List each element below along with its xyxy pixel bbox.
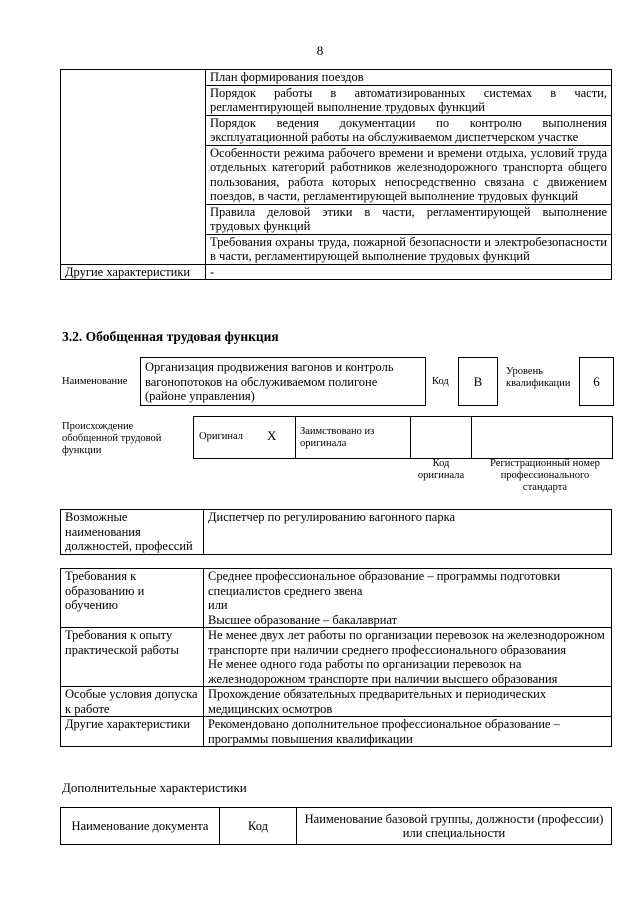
req-line: Высшее образование – бакалавриат: [208, 612, 398, 627]
positions-label: Возможные наименования должностей, профессий: [61, 510, 204, 555]
divider: [471, 416, 472, 458]
additional-title: Дополнительные характеристики: [62, 780, 247, 795]
req-label: Требования к опыту практической работы: [61, 628, 204, 687]
code-header: Код: [220, 808, 297, 845]
req-line: Прохождение обязательных предварительных и периодических медицинских осмотров: [208, 687, 547, 716]
page-number: 8: [316, 43, 324, 58]
req-line: Среднее профессиональное образование – программы подготовки специалистов среднего звена: [208, 569, 561, 598]
other-characteristics-label: Другие характеристики: [61, 264, 206, 280]
level-label: Уровень квалификации: [506, 366, 571, 389]
req-line: Не менее одного года работы по организации перевозок на железнодорожном транспорте при наличии высшего образования: [208, 657, 558, 686]
req-label: Требования к образованию и обучению: [61, 569, 204, 628]
code-original-caption: Код оригинала: [417, 458, 465, 481]
borrowed-label: Заимствовано из оригинала: [300, 426, 375, 449]
function-name: Организация продвижения вагонов и контроль вагонопотоков на обслуживаемом полигоне (районе управления): [145, 360, 394, 403]
origin-box: [193, 416, 613, 459]
requirements-table: [60, 568, 612, 747]
divider: [410, 416, 411, 458]
origin-label: Происхождение обобщенной трудовой функции: [62, 421, 162, 456]
knowledge-row: Особенности режима рабочего времени и времени отдыха, условий труда отдельных категорий работников железнодорожного транспорта общего пользования, работа которых непосредственно связана с движением поездов, в части, регламентирующей выполнение трудовых функций: [206, 145, 612, 204]
knowledge-row: Правила деловой этики в части, регламентирующей выполнение трудовых функций: [206, 204, 612, 234]
group-header: Наименование базовой группы, должности (профессии) или специальности: [297, 808, 612, 845]
other-characteristics-value: -: [206, 264, 612, 280]
doc-header: Наименование документа: [61, 808, 220, 845]
name-label: Наименование: [62, 376, 128, 387]
knowledge-row: Порядок ведения документации по контролю выполнения эксплуатационной работы на обслуживаемом диспетчерском участке: [206, 115, 612, 145]
knowledge-row: Порядок работы в автоматизированных системах в части, регламентирующей выполнение трудовых функций: [206, 85, 612, 115]
empty-label-cell: [61, 70, 206, 265]
additional-table: [60, 807, 612, 845]
knowledge-row: План формирования поездов: [206, 70, 612, 86]
code-label: Код: [432, 376, 449, 387]
req-label: Особые условия допуска к работе: [61, 687, 204, 717]
original-label: Оригинал: [199, 431, 243, 442]
req-line: или: [208, 598, 228, 612]
req-line: Не менее двух лет работы по организации перевозок на железнодорожном транспорте при наличии среднего профессионального образования: [208, 628, 605, 657]
code-value: B: [458, 357, 498, 406]
knowledge-table: [60, 69, 612, 280]
divider: [295, 416, 296, 458]
positions-value: Диспетчер по регулированию вагонного парка: [204, 510, 612, 555]
reg-number-caption: Регистрационный номер профессионального стандарта: [490, 458, 600, 493]
original-mark: X: [267, 428, 277, 443]
knowledge-row: Требования охраны труда, пожарной безопасности и электробезопасности в части, регламентирующей выполнение трудовых функций: [206, 234, 612, 264]
req-label: Другие характеристики: [61, 717, 204, 747]
level-value: 6: [579, 357, 614, 406]
name-box: [140, 357, 426, 406]
req-line: Рекомендовано дополнительное профессиональное образование – программы повышения квалификации: [208, 717, 560, 746]
positions-table: [60, 509, 612, 555]
section-header: 3.2. Обобщенная трудовая функция: [62, 329, 279, 344]
